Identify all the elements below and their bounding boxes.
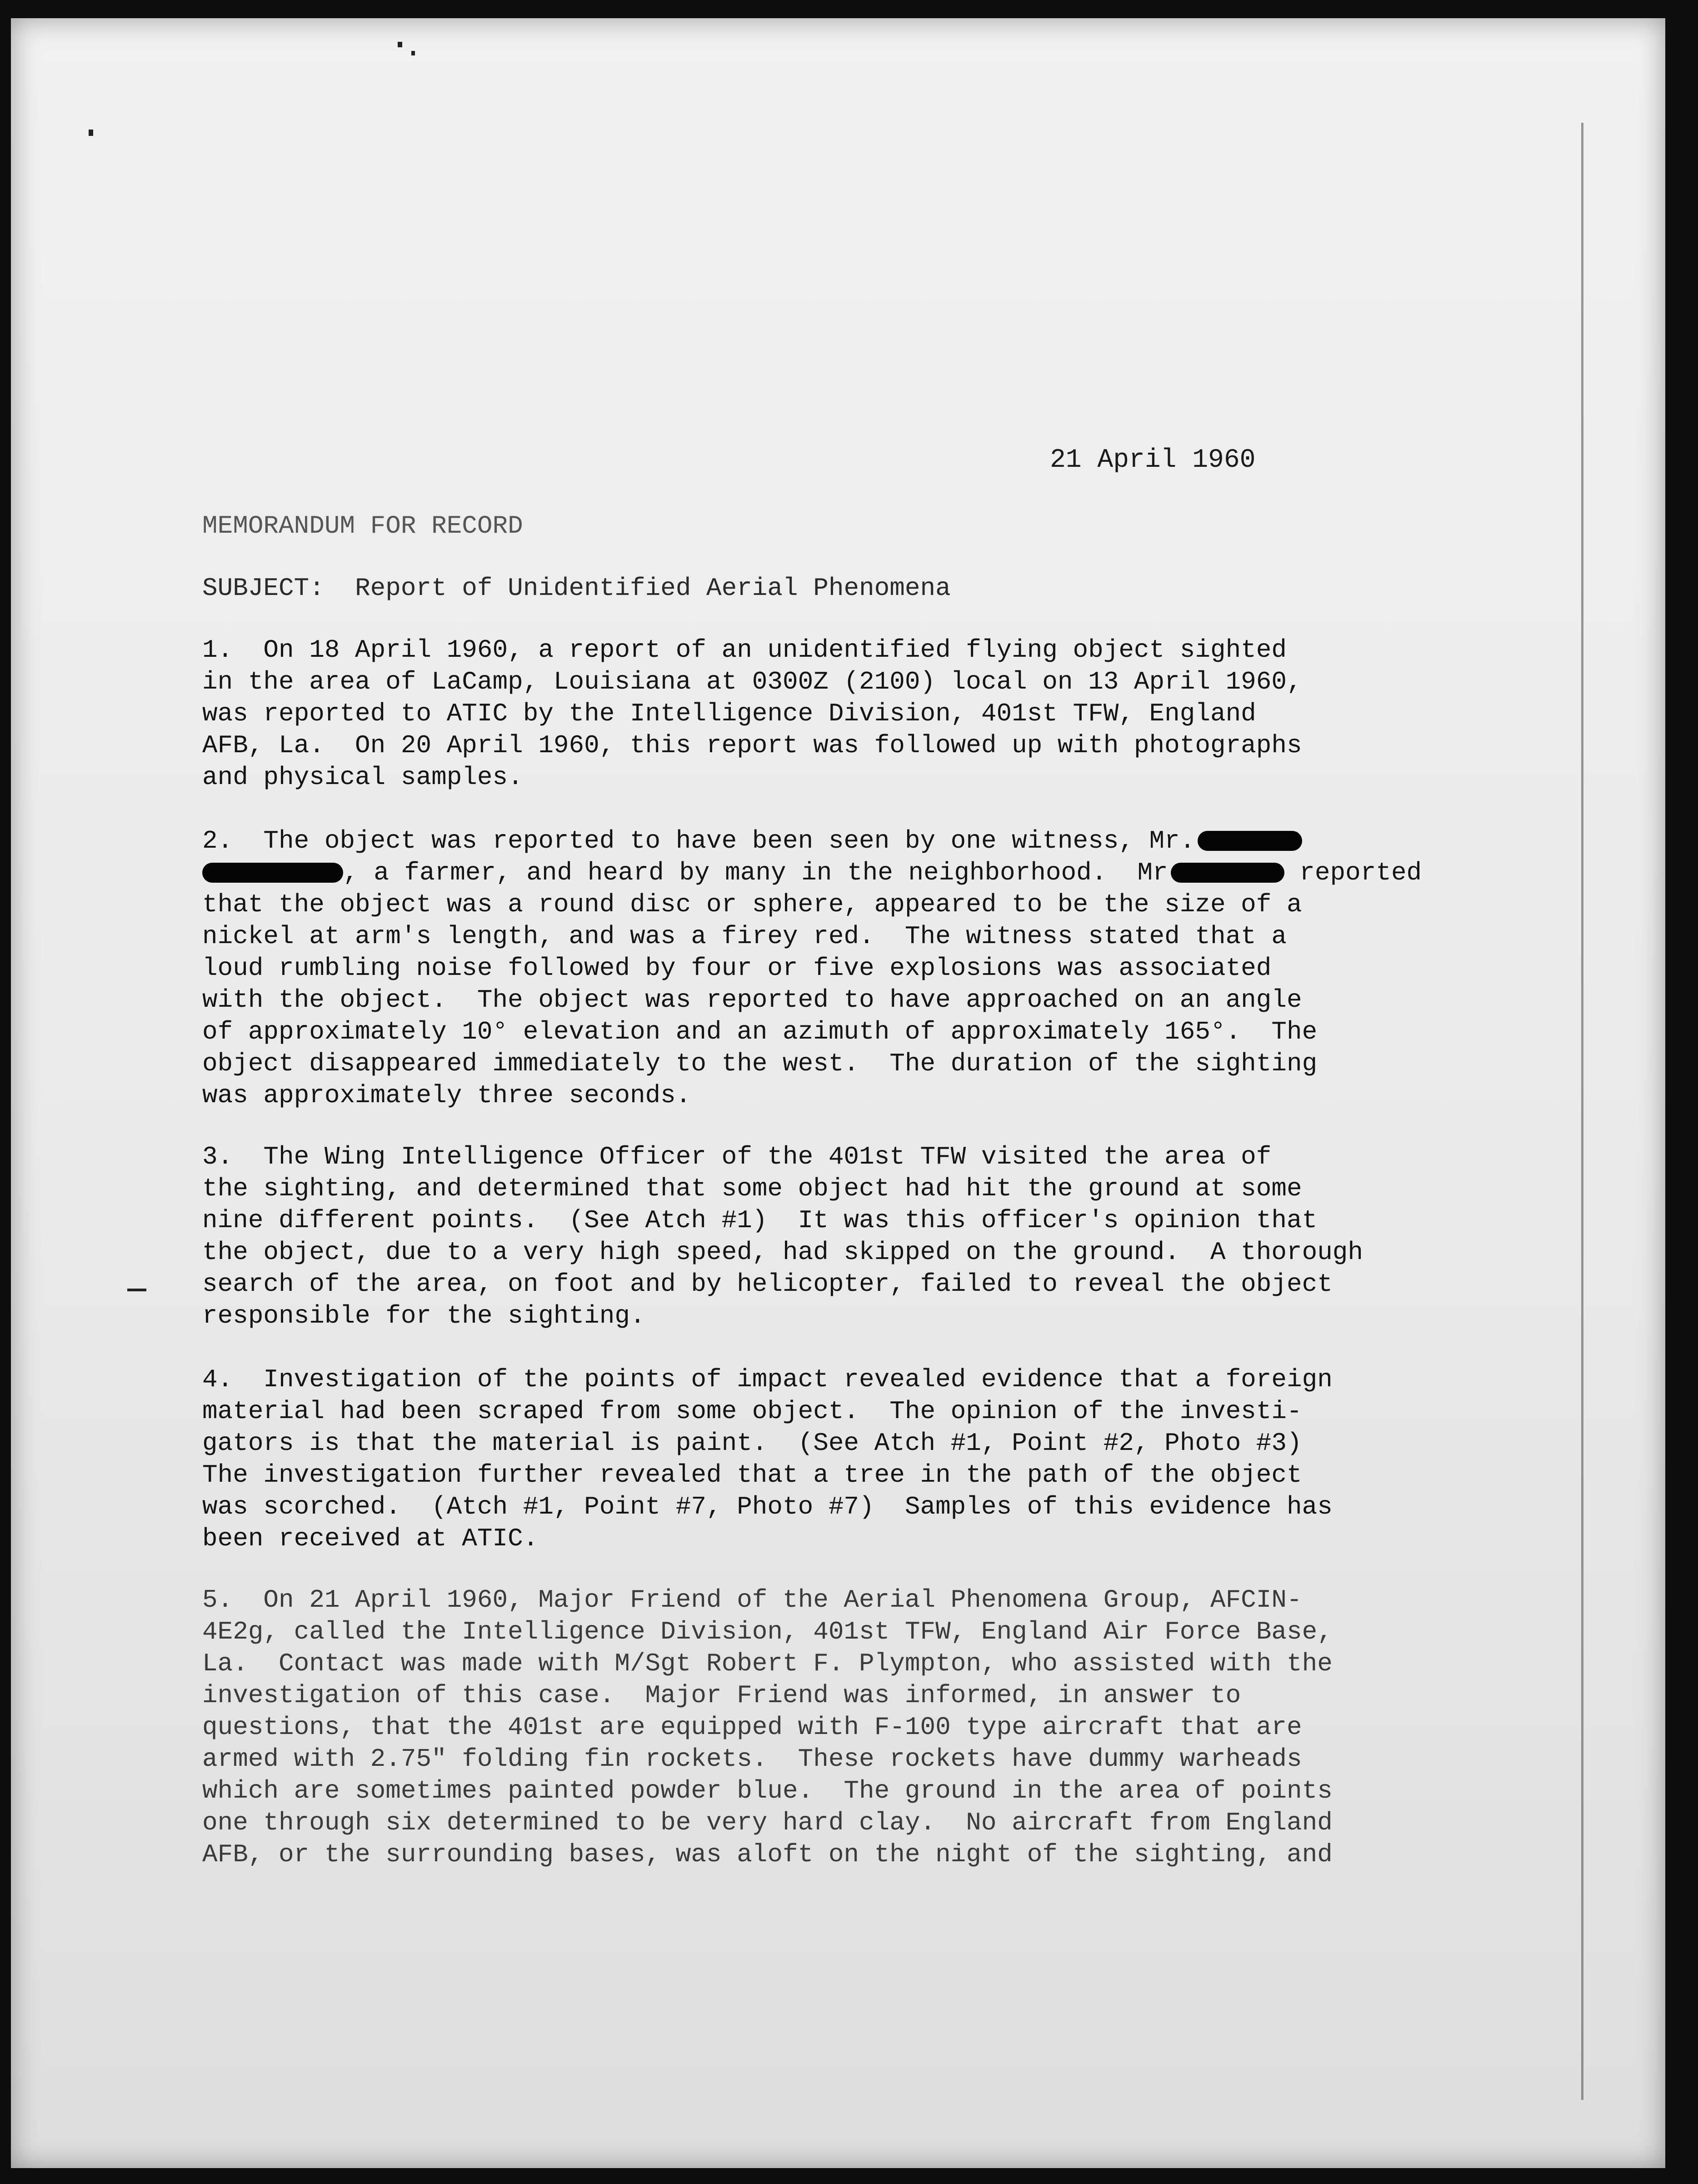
- text-line: of approximately 10° elevation and an azimuth of approximately 165°. The: [202, 1017, 1318, 1046]
- text-segment: 2. The object was reported to have been seen by one witness, Mr.: [202, 826, 1195, 855]
- paragraph-3: [202, 1141, 1475, 1332]
- scan-mark: [89, 130, 93, 136]
- text-line: and physical samples.: [202, 763, 523, 792]
- text-line: 4E2g, called the Intelligence Division, 401st TFW, England Air Force Base,: [202, 1617, 1333, 1646]
- paragraph-1: [202, 634, 1475, 793]
- subject-text: Report of Unidentified Aerial Phenomena: [355, 574, 951, 603]
- memo-heading: MEMORANDUM FOR RECORD: [202, 511, 523, 540]
- subject-label: SUBJECT:: [202, 574, 325, 603]
- text-line: 3. The Wing Intelligence Officer of the 401st TFW visited the area of: [202, 1142, 1272, 1171]
- text-line: the sighting, and determined that some object had hit the ground at some: [202, 1174, 1302, 1203]
- text-line: nickel at arm's length, and was a firey red. The witness stated that a: [202, 922, 1287, 951]
- document-date: 21 April 1960: [1050, 445, 1256, 475]
- text-line: questions, that the 401st are equipped with F-100 type aircraft that are: [202, 1713, 1302, 1742]
- scan-mark: [127, 1289, 146, 1291]
- text-line: loud rumbling noise followed by four or five explosions was associated: [202, 954, 1272, 983]
- text-line: object disappeared immediately to the west. The duration of the sighting: [202, 1049, 1318, 1078]
- subject-line: [202, 574, 951, 603]
- text-line: gators is that the material is paint. (See Atch #1, Point #2, Photo #3): [202, 1429, 1302, 1458]
- scan-mark: [411, 51, 415, 55]
- redaction-mark: [202, 863, 343, 883]
- page-edge-line: [1581, 123, 1583, 2100]
- text-line: responsible for the sighting.: [202, 1301, 645, 1330]
- text-line: The investigation further revealed that a tree in the path of the object: [202, 1460, 1302, 1489]
- text-line: the object, due to a very high speed, had skipped on the ground. A thorough: [202, 1238, 1363, 1267]
- text-line: been received at ATIC.: [202, 1524, 539, 1553]
- text-segment: , a farmer, and heard by many in the neighborhood. Mr: [343, 858, 1168, 887]
- text-line: 1. On 18 April 1960, a report of an unidentified flying object sighted: [202, 635, 1287, 665]
- text-line: that the object was a round disc or sphere, appeared to be the size of a: [202, 890, 1302, 919]
- text-line: AFB, or the surrounding bases, was aloft on the night of the sighting, and: [202, 1840, 1333, 1869]
- text-segment: reported: [1284, 858, 1422, 887]
- paragraph-4: [202, 1364, 1475, 1554]
- text-line: with the object. The object was reported to have approached on an angle: [202, 985, 1302, 1015]
- text-line: nine different points. (See Atch #1) It was this officer's opinion that: [202, 1206, 1318, 1235]
- text-line: was reported to ATIC by the Intelligence Division, 401st TFW, England: [202, 699, 1256, 728]
- scan-mark: [398, 42, 402, 47]
- text-line: one through six determined to be very hard clay. No aircraft from England: [202, 1808, 1333, 1837]
- text-line: [202, 857, 1475, 889]
- text-line: [202, 825, 1475, 857]
- text-line: which are sometimes painted powder blue. The ground in the area of points: [202, 1776, 1333, 1805]
- text-line: material had been scraped from some object. The opinion of the investi-: [202, 1397, 1302, 1426]
- text-line: in the area of LaCamp, Louisiana at 0300Z (2100) local on 13 April 1960,: [202, 667, 1302, 696]
- text-line: search of the area, on foot and by helicopter, failed to reveal the object: [202, 1269, 1333, 1299]
- text-line: La. Contact was made with M/Sgt Robert F. Plympton, who assisted with the: [202, 1649, 1333, 1678]
- text-line: investigation of this case. Major Friend was informed, in answer to: [202, 1681, 1241, 1710]
- redaction-mark: [1171, 863, 1284, 883]
- text-line: AFB, La. On 20 April 1960, this report was followed up with photographs: [202, 731, 1302, 760]
- text-line: was scorched. (Atch #1, Point #7, Photo #7) Samples of this evidence has: [202, 1492, 1333, 1521]
- text-line: armed with 2.75" folding fin rockets. These rockets have dummy warheads: [202, 1744, 1302, 1774]
- text-line: 5. On 21 April 1960, Major Friend of the Aerial Phenomena Group, AFCIN-: [202, 1585, 1302, 1614]
- paragraph-2: [202, 825, 1475, 1111]
- text-line: 4. Investigation of the points of impact revealed evidence that a foreign: [202, 1365, 1333, 1394]
- paragraph-5: [202, 1584, 1475, 1870]
- redaction-mark: [1198, 831, 1302, 851]
- text-line: was approximately three seconds.: [202, 1081, 691, 1110]
